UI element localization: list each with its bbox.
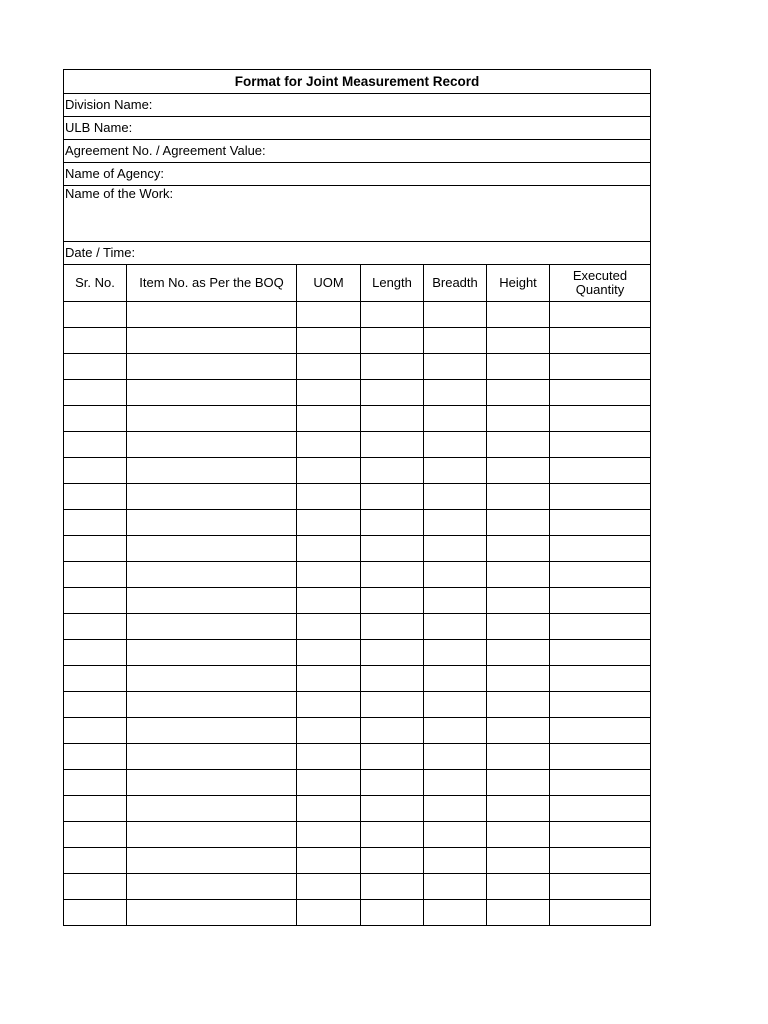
col-header-sr-no: Sr. No. xyxy=(64,265,127,302)
cell-length xyxy=(361,380,424,406)
cell-sr-no xyxy=(64,328,127,354)
cell-length xyxy=(361,302,424,328)
col-header-executed-quantity xyxy=(550,265,651,302)
cell-sr-no xyxy=(64,666,127,692)
cell-height xyxy=(487,302,550,328)
cell-height xyxy=(487,640,550,666)
quantity-label: Quantity xyxy=(575,282,625,297)
cell-breadth xyxy=(424,458,487,484)
cell-executed-quantity xyxy=(550,822,651,848)
date-time-field: Date / Time: xyxy=(64,242,651,265)
cell-item-no xyxy=(127,900,297,926)
cell-uom xyxy=(297,484,361,510)
cell-item-no xyxy=(127,510,297,536)
cell-height xyxy=(487,354,550,380)
cell-breadth xyxy=(424,848,487,874)
cell-height xyxy=(487,874,550,900)
table-row xyxy=(64,302,651,328)
cell-item-no xyxy=(127,640,297,666)
cell-uom xyxy=(297,510,361,536)
cell-uom xyxy=(297,614,361,640)
cell-sr-no xyxy=(64,354,127,380)
cell-sr-no xyxy=(64,874,127,900)
table-row xyxy=(64,354,651,380)
cell-sr-no xyxy=(64,380,127,406)
cell-item-no xyxy=(127,822,297,848)
cell-item-no xyxy=(127,874,297,900)
cell-item-no xyxy=(127,432,297,458)
cell-uom xyxy=(297,796,361,822)
cell-executed-quantity xyxy=(550,562,651,588)
agency-name-field: Name of Agency: xyxy=(64,163,651,186)
cell-height xyxy=(487,588,550,614)
cell-length xyxy=(361,640,424,666)
cell-sr-no xyxy=(64,614,127,640)
cell-length xyxy=(361,432,424,458)
cell-height xyxy=(487,822,550,848)
cell-item-no xyxy=(127,744,297,770)
cell-executed-quantity xyxy=(550,302,651,328)
cell-length xyxy=(361,718,424,744)
cell-breadth xyxy=(424,536,487,562)
cell-breadth xyxy=(424,822,487,848)
table-row xyxy=(64,614,651,640)
joint-measurement-record-form xyxy=(63,69,651,926)
table-row xyxy=(64,900,651,926)
cell-uom xyxy=(297,822,361,848)
cell-height xyxy=(487,484,550,510)
cell-height xyxy=(487,536,550,562)
cell-sr-no xyxy=(64,718,127,744)
cell-uom xyxy=(297,640,361,666)
cell-executed-quantity xyxy=(550,874,651,900)
cell-uom xyxy=(297,770,361,796)
cell-uom xyxy=(297,354,361,380)
table-row xyxy=(64,848,651,874)
cell-breadth xyxy=(424,718,487,744)
cell-breadth xyxy=(424,302,487,328)
cell-length xyxy=(361,484,424,510)
cell-length xyxy=(361,614,424,640)
cell-uom xyxy=(297,848,361,874)
cell-executed-quantity xyxy=(550,770,651,796)
col-header-length: Length xyxy=(361,265,424,302)
cell-sr-no xyxy=(64,510,127,536)
cell-uom xyxy=(297,692,361,718)
cell-length xyxy=(361,328,424,354)
table-row xyxy=(64,562,651,588)
cell-breadth xyxy=(424,562,487,588)
cell-executed-quantity xyxy=(550,614,651,640)
cell-executed-quantity xyxy=(550,718,651,744)
cell-length xyxy=(361,458,424,484)
cell-breadth xyxy=(424,666,487,692)
cell-length xyxy=(361,848,424,874)
cell-executed-quantity xyxy=(550,484,651,510)
cell-breadth xyxy=(424,770,487,796)
cell-item-no xyxy=(127,458,297,484)
cell-executed-quantity xyxy=(550,380,651,406)
cell-length xyxy=(361,900,424,926)
form-title: Format for Joint Measurement Record xyxy=(64,70,651,94)
cell-breadth xyxy=(424,640,487,666)
table-row xyxy=(64,328,651,354)
cell-length xyxy=(361,770,424,796)
cell-breadth xyxy=(424,354,487,380)
cell-item-no xyxy=(127,328,297,354)
division-name-field: Division Name: xyxy=(64,94,651,117)
cell-item-no xyxy=(127,354,297,380)
cell-item-no xyxy=(127,614,297,640)
col-header-height: Height xyxy=(487,265,550,302)
cell-length xyxy=(361,588,424,614)
table-row xyxy=(64,666,651,692)
table-row xyxy=(64,770,651,796)
cell-item-no xyxy=(127,770,297,796)
cell-executed-quantity xyxy=(550,328,651,354)
cell-executed-quantity xyxy=(550,432,651,458)
cell-length xyxy=(361,692,424,718)
cell-executed-quantity xyxy=(550,796,651,822)
cell-sr-no xyxy=(64,458,127,484)
table-row xyxy=(64,640,651,666)
table-row xyxy=(64,380,651,406)
cell-height xyxy=(487,770,550,796)
cell-length xyxy=(361,536,424,562)
cell-uom xyxy=(297,328,361,354)
table-row xyxy=(64,458,651,484)
cell-length xyxy=(361,562,424,588)
cell-sr-no xyxy=(64,484,127,510)
table-row xyxy=(64,536,651,562)
cell-breadth xyxy=(424,874,487,900)
table-row xyxy=(64,510,651,536)
table-row xyxy=(64,406,651,432)
cell-height xyxy=(487,510,550,536)
cell-executed-quantity xyxy=(550,354,651,380)
cell-executed-quantity xyxy=(550,848,651,874)
cell-length xyxy=(361,406,424,432)
cell-sr-no xyxy=(64,822,127,848)
cell-item-no xyxy=(127,588,297,614)
cell-height xyxy=(487,848,550,874)
cell-breadth xyxy=(424,432,487,458)
cell-sr-no xyxy=(64,640,127,666)
table-row xyxy=(64,718,651,744)
cell-sr-no xyxy=(64,432,127,458)
cell-sr-no xyxy=(64,302,127,328)
cell-sr-no xyxy=(64,536,127,562)
cell-length xyxy=(361,796,424,822)
cell-uom xyxy=(297,588,361,614)
cell-height xyxy=(487,718,550,744)
cell-executed-quantity xyxy=(550,536,651,562)
cell-sr-no xyxy=(64,770,127,796)
cell-executed-quantity xyxy=(550,458,651,484)
cell-item-no xyxy=(127,536,297,562)
cell-item-no xyxy=(127,484,297,510)
cell-uom xyxy=(297,458,361,484)
col-header-breadth: Breadth xyxy=(424,265,487,302)
cell-breadth xyxy=(424,406,487,432)
cell-executed-quantity xyxy=(550,692,651,718)
cell-breadth xyxy=(424,692,487,718)
cell-breadth xyxy=(424,510,487,536)
cell-sr-no xyxy=(64,744,127,770)
cell-item-no xyxy=(127,406,297,432)
cell-height xyxy=(487,666,550,692)
cell-executed-quantity xyxy=(550,666,651,692)
cell-uom xyxy=(297,432,361,458)
cell-sr-no xyxy=(64,692,127,718)
cell-item-no xyxy=(127,718,297,744)
table-row xyxy=(64,796,651,822)
cell-height xyxy=(487,562,550,588)
cell-length xyxy=(361,666,424,692)
cell-sr-no xyxy=(64,796,127,822)
cell-executed-quantity xyxy=(550,900,651,926)
col-header-uom: UOM xyxy=(297,265,361,302)
cell-breadth xyxy=(424,588,487,614)
work-name-field: Name of the Work: xyxy=(64,186,651,242)
cell-executed-quantity xyxy=(550,588,651,614)
cell-item-no xyxy=(127,848,297,874)
cell-executed-quantity xyxy=(550,640,651,666)
cell-item-no xyxy=(127,380,297,406)
cell-executed-quantity xyxy=(550,510,651,536)
cell-length xyxy=(361,822,424,848)
cell-breadth xyxy=(424,614,487,640)
table-row xyxy=(64,432,651,458)
cell-sr-no xyxy=(64,848,127,874)
cell-item-no xyxy=(127,302,297,328)
table-row xyxy=(64,588,651,614)
cell-breadth xyxy=(424,744,487,770)
cell-height xyxy=(487,744,550,770)
cell-sr-no xyxy=(64,900,127,926)
cell-uom xyxy=(297,874,361,900)
cell-height xyxy=(487,692,550,718)
cell-height xyxy=(487,796,550,822)
agreement-field: Agreement No. / Agreement Value: xyxy=(64,140,651,163)
cell-height xyxy=(487,432,550,458)
cell-uom xyxy=(297,718,361,744)
cell-length xyxy=(361,510,424,536)
ulb-name-field: ULB Name: xyxy=(64,117,651,140)
cell-uom xyxy=(297,380,361,406)
cell-sr-no xyxy=(64,406,127,432)
cell-sr-no xyxy=(64,588,127,614)
cell-breadth xyxy=(424,484,487,510)
cell-executed-quantity xyxy=(550,406,651,432)
cell-length xyxy=(361,744,424,770)
cell-sr-no xyxy=(64,562,127,588)
executed-label: Executed xyxy=(572,268,628,283)
cell-uom xyxy=(297,302,361,328)
cell-breadth xyxy=(424,380,487,406)
cell-length xyxy=(361,354,424,380)
table-row xyxy=(64,874,651,900)
table-row xyxy=(64,692,651,718)
cell-item-no xyxy=(127,562,297,588)
column-header-row xyxy=(64,265,651,302)
table-row xyxy=(64,822,651,848)
cell-height xyxy=(487,406,550,432)
cell-uom xyxy=(297,562,361,588)
col-header-item-no: Item No. as Per the BOQ xyxy=(127,265,297,302)
cell-breadth xyxy=(424,796,487,822)
cell-height xyxy=(487,900,550,926)
cell-height xyxy=(487,380,550,406)
cell-item-no xyxy=(127,692,297,718)
cell-uom xyxy=(297,900,361,926)
cell-height xyxy=(487,614,550,640)
cell-height xyxy=(487,458,550,484)
cell-uom xyxy=(297,406,361,432)
cell-executed-quantity xyxy=(550,744,651,770)
table-row xyxy=(64,744,651,770)
cell-height xyxy=(487,328,550,354)
cell-breadth xyxy=(424,900,487,926)
cell-uom xyxy=(297,536,361,562)
cell-uom xyxy=(297,744,361,770)
cell-length xyxy=(361,874,424,900)
cell-item-no xyxy=(127,666,297,692)
table-row xyxy=(64,484,651,510)
cell-uom xyxy=(297,666,361,692)
cell-breadth xyxy=(424,328,487,354)
cell-item-no xyxy=(127,796,297,822)
